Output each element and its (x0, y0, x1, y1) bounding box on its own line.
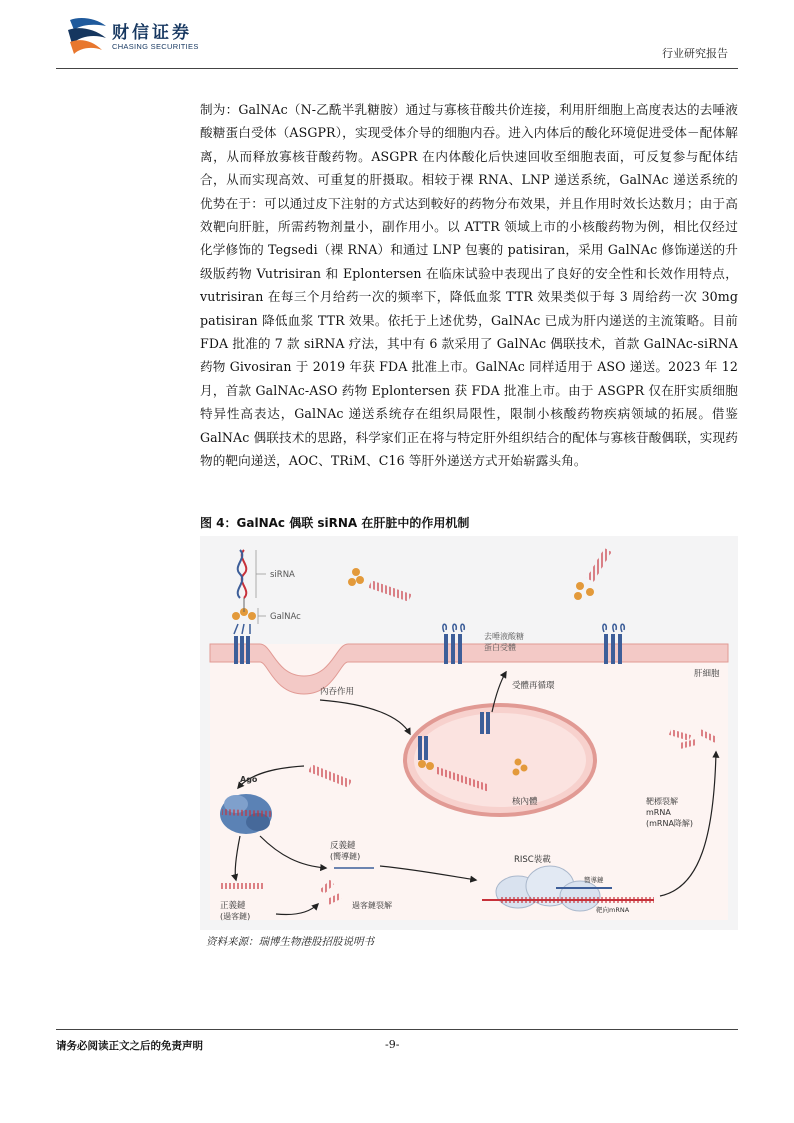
label-ago: Ago (240, 775, 258, 784)
label-galnac: GalNAc (270, 612, 301, 622)
label-asgpr-2: 蛋白受體 (484, 643, 516, 652)
brand-subtitle: CHASING SECURITIES (112, 42, 199, 51)
label-guide: (嚮導鏈) (330, 852, 361, 861)
label-endosome: 核內體 (512, 797, 538, 807)
label-hepatocyte: 肝細胞 (694, 669, 720, 679)
label-recycling: 受體再循環 (512, 681, 555, 691)
brand-name: 财信证券 (112, 23, 192, 43)
figure-source: 资料来源：瑞博生物港股招股说明书 (206, 936, 374, 948)
label-mrna: mRNA (646, 808, 671, 817)
footer-disclaimer: 请务必阅读正文之后的免责声明 (56, 1040, 203, 1052)
label-passenger-cleave: 過客鏈裂解 (352, 901, 392, 910)
header-divider (56, 68, 738, 69)
label-asgpr: 去唾液酸糖 (484, 632, 524, 641)
label-sense: 正義鏈 (220, 901, 246, 911)
figure-title: 图 4：GalNAc 偶联 siRNA 在肝脏中的作用机制 (200, 514, 738, 537)
label-mrna-deg: (mRNA降解) (646, 819, 694, 828)
body-paragraph: 制为：GalNAc（N-乙酰半乳糖胺）通过与寡核苷酸共价连接，利用肝细胞上高度表达的去唾液酸糖蛋白受体（ASGPR），实现受体介导的细胞内吞。进入内体后的酸化环境促进受体－配体解离，从而释放寡核苷酸药物。ASGPR 在内体酸化后快速回收至细胞表面，可反复参与配体结合，从而实现高效、可重复的肝摄取。相较于裸 RNA、LNP 递送系统，GalNAc 递送系统的优势在于：可以通过皮下注射的方式达到較好的药物分布效果，并且作用时效长达数月；由于高效靶向肝脏，所需药物剂量小，副作用小。以 ATTR 领域上市的小核酸药物为例，相比仅经过化学修饰的 Tegsedi（裸 RNA）和通过 LNP 包裹的 patisiran，采用 GalNAc 修饰递送的升级版药物 Vutrisiran 和 Eplontersen 在临床试验中表现出了良好的安全性和长效作用特点，vutrisiran 在每三个月给药一次的频率下，降低血浆 TTR 效果类似于每 3 周给药一次 30mg patisiran 降低血浆 TTR 效果。依托于上述优势，GalNAc 已成为肝内递送的主流策略。目前 FDA 批准的 7 款 siRNA 疗法，其中有 6 款采用了 GalNAc 偶联技术，首款 GalNAc-siRNA 药物 Givosiran 于 2019 年获 FDA 批准上市。GalNAc 同样适用于 ASO 递送。2023 年 12 月，首款 GalNAc-ASO 药物 Eplontersen 获 FDA 批准上市。由于 ASGPR 仅在肝实质细胞特异性高表达，GalNAc 递送系统存在组织局限性，限制小核酸药物疾病领域的拓展。借鉴 GalNAc 偶联技术的思路，科学家们正在将与特定肝外组织结合的配体与寡核苷酸偶联，实现药物的靶向递送，AOC、TRiM、C16 等肝外递送方式开始崭露头角。 (200, 102, 738, 469)
label-guide-small: 嚮導鏈 (584, 876, 604, 884)
label-target-mrna: 靶向mRNA (596, 906, 630, 914)
figure-diagram (200, 536, 738, 930)
document-type: 行业研究报告 (662, 47, 728, 60)
label-target-cleave: 靶標裂解 (646, 797, 678, 806)
page-number: -9- (385, 1038, 400, 1051)
logo-mark-icon (66, 16, 110, 56)
label-passenger: (過客鏈) (220, 912, 251, 921)
label-sirna: siRNA (270, 570, 295, 580)
label-risc: RISC裝載 (514, 855, 551, 865)
footer-divider (56, 1029, 738, 1030)
ago-protein (220, 794, 272, 834)
label-antisense: 反義鏈 (330, 841, 356, 851)
label-endocytosis: 內吞作用 (320, 687, 355, 697)
company-logo (66, 16, 206, 58)
